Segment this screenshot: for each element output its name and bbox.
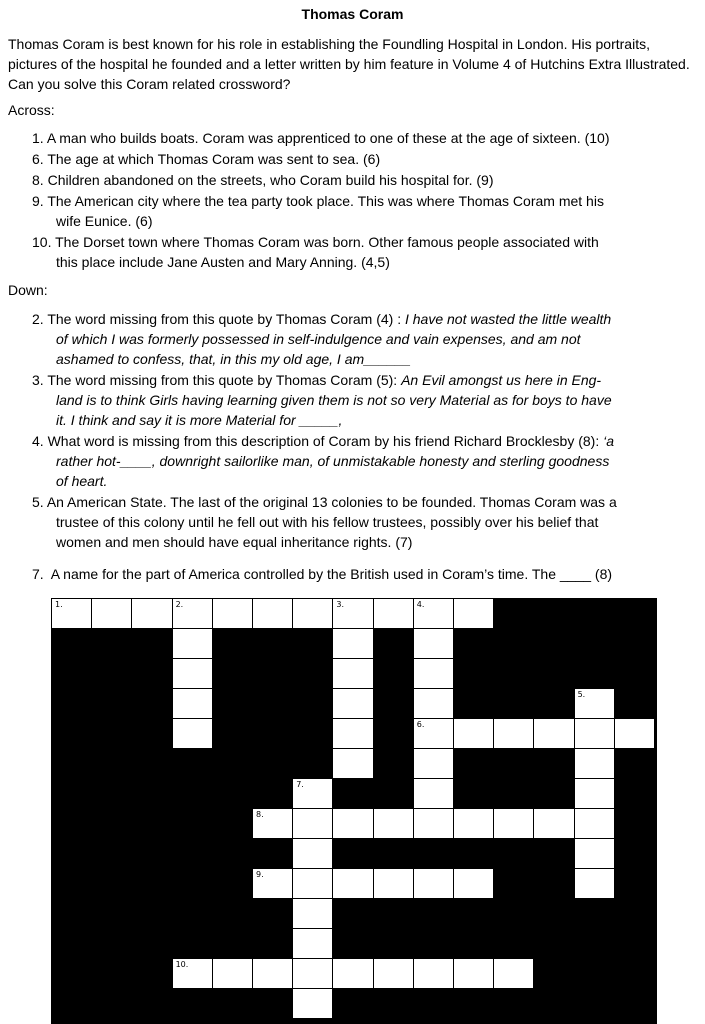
grid-cell[interactable] [533,808,574,839]
grid-cell-number: 2. [175,600,184,609]
page-title: Thomas Coram [301,6,404,22]
clue-number: 10. [32,234,52,250]
quote-text: it. I think and say it is more Material for _____, [56,412,343,428]
grid-cell-number: 1. [55,600,63,609]
grid-cell[interactable] [292,928,333,959]
grid-cell[interactable] [373,808,414,839]
clue-text: The word missing from this quote by Thomas Coram (5): [47,372,402,388]
grid-cell-number: 3. [336,600,345,609]
quote-text: rather hot-____, downright sailorlike man, of unmistakable honesty and sterling goodness [56,453,610,469]
grid-cell[interactable] [453,808,494,839]
grid-cell[interactable] [332,808,373,839]
grid-cell[interactable] [172,958,213,989]
grid-cell[interactable] [131,598,172,629]
grid-cell[interactable] [413,658,454,689]
grid-cell[interactable] [574,748,615,779]
clue-number: 6. [32,151,44,167]
grid-cell[interactable] [574,778,615,809]
clue-number: 9. [32,193,44,209]
grid-cell[interactable] [453,958,494,989]
grid-cell-number: 9. [256,870,264,879]
clue-text: wife Eunice. (6) [56,213,153,229]
clue-number: 8. [32,172,44,188]
grid-cell[interactable] [413,628,454,659]
down-clue-3 [32,370,694,430]
quote-text: ‘a [603,433,614,449]
grid-cell[interactable] [252,598,293,629]
grid-cell[interactable] [252,808,293,839]
clue-text: trustee of this colony until he fell out with his fellow trustees, possibly over his belief that [56,514,599,530]
clue-text: An American State. The last of the original 13 colonies to be founded. Thomas Coram was a [46,494,617,510]
crossword-grid [51,598,657,1024]
grid-cell[interactable] [332,598,373,629]
grid-cell[interactable] [332,958,373,989]
across-clue-10 [32,232,694,272]
clue-text: this place include Jane Austen and Mary Anning. (4,5) [56,254,390,270]
grid-cell-number: 5. [577,690,586,699]
clue-text: A name for the part of America controlled by the British used in Coram’s time. The ____ (8) [50,566,613,582]
grid-cell[interactable] [453,598,494,629]
grid-cell[interactable] [332,748,373,779]
grid-cell[interactable] [413,778,454,809]
clue-text: What word is missing from this description of Coram by his friend Richard Brocklesby (8): [47,433,604,449]
grid-cell[interactable] [332,868,373,899]
grid-cell[interactable] [332,688,373,719]
grid-cell[interactable] [51,598,92,629]
grid-cell[interactable] [212,958,253,989]
grid-cell[interactable] [292,838,333,869]
grid-cell[interactable] [172,688,213,719]
grid-cell[interactable] [292,898,333,929]
grid-cell[interactable] [172,718,213,749]
grid-cell[interactable] [413,958,454,989]
clue-text: The Dorset town where Thomas Coram was born. Other famous people associated with [55,234,599,250]
grid-cell[interactable] [91,598,132,629]
grid-cell[interactable] [252,868,293,899]
grid-cell[interactable] [292,958,333,989]
clue-text: Children abandoned on the streets, who Coram build his hospital for. (9) [47,172,494,188]
down-clue-7 [32,564,694,584]
grid-cell[interactable] [574,868,615,899]
clue-text: A man who builds boats. Coram was apprenticed to one of these at the age of sixteen. (10) [46,130,610,146]
quote-text: I have not wasted the little wealth [404,311,612,327]
grid-cell[interactable] [292,598,333,629]
clue-number: 7. [32,566,44,582]
grid-cell[interactable] [212,598,253,629]
grid-cell[interactable] [453,868,494,899]
quote-text: An Evil amongst us here in Eng- [401,372,602,388]
grid-cell[interactable] [292,868,333,899]
down-clue-5 [32,492,694,552]
grid-cell[interactable] [172,628,213,659]
grid-cell[interactable] [373,868,414,899]
grid-cell[interactable] [413,598,454,629]
grid-cell[interactable] [574,688,615,719]
across-clue-8 [32,170,694,190]
grid-cell[interactable] [332,718,373,749]
grid-cell[interactable] [574,808,615,839]
grid-cell[interactable] [292,988,333,1019]
grid-cell-number: 6. [416,720,425,729]
clue-number: 5. [32,494,44,510]
grid-cell[interactable] [413,808,454,839]
down-clue-4 [32,431,694,491]
grid-cell-number: 4. [416,600,425,609]
quote-text: ashamed to confess, that, in this my old age, I am______ [56,351,411,367]
clue-text: The age at which Thomas Coram was sent to sea. (6) [47,151,381,167]
across-clue-6 [32,149,694,169]
clue-number: 2. [32,311,44,327]
grid-cell[interactable] [172,658,213,689]
grid-cell[interactable] [413,868,454,899]
grid-cell[interactable] [413,718,454,749]
down-clue-2 [32,309,694,369]
across-clue-9 [32,191,694,231]
grid-cell[interactable] [493,958,534,989]
clue-text: women and men should have equal inheritance rights. (7) [56,534,413,550]
grid-cell[interactable] [574,838,615,869]
quote-text: land is to think Girls having learning given them is not so very Material as for boys to have [56,392,612,408]
across-heading: Across: [8,102,55,118]
grid-cell[interactable] [413,688,454,719]
grid-cell-number: 8. [256,810,264,819]
grid-cell[interactable] [453,718,494,749]
clue-text: The American city where the tea party took place. This was where Thomas Coram met his [47,193,604,209]
grid-cell[interactable] [493,718,534,749]
grid-cell[interactable] [292,778,333,809]
grid-cell[interactable] [533,718,574,749]
grid-cell[interactable] [574,718,615,749]
grid-cell[interactable] [373,958,414,989]
clue-text: The word missing from this quote by Thomas Coram (4) : [47,311,405,327]
quote-text: of which I was formerly possessed in self-indulgence and vain expenses, and am not [56,331,581,347]
grid-cell[interactable] [252,958,293,989]
grid-cell-number: 7. [296,780,304,789]
intro-paragraph: Thomas Coram is best known for his role in establishing the Foundling Hospital in London. His portraits, pictures of the hospital he founded and a letter written by him feature in Volume 4 of Hutchins Extra Illustrated. Can you solve this Coram related crossword? [8,36,690,92]
down-heading: Down: [8,282,48,298]
grid-cell-number: 10. [175,960,189,969]
grid-cell[interactable] [332,658,373,689]
clue-number: 3. [32,372,44,388]
across-clue-1 [32,128,694,148]
clue-number: 1. [32,130,44,146]
grid-cell[interactable] [292,808,333,839]
grid-cell[interactable] [413,748,454,779]
quote-text: of heart. [56,473,108,489]
clue-number: 4. [32,433,44,449]
grid-cell[interactable] [614,718,655,749]
grid-cell[interactable] [332,628,373,659]
grid-cell[interactable] [373,598,414,629]
grid-cell[interactable] [172,598,213,629]
grid-cell[interactable] [493,808,534,839]
